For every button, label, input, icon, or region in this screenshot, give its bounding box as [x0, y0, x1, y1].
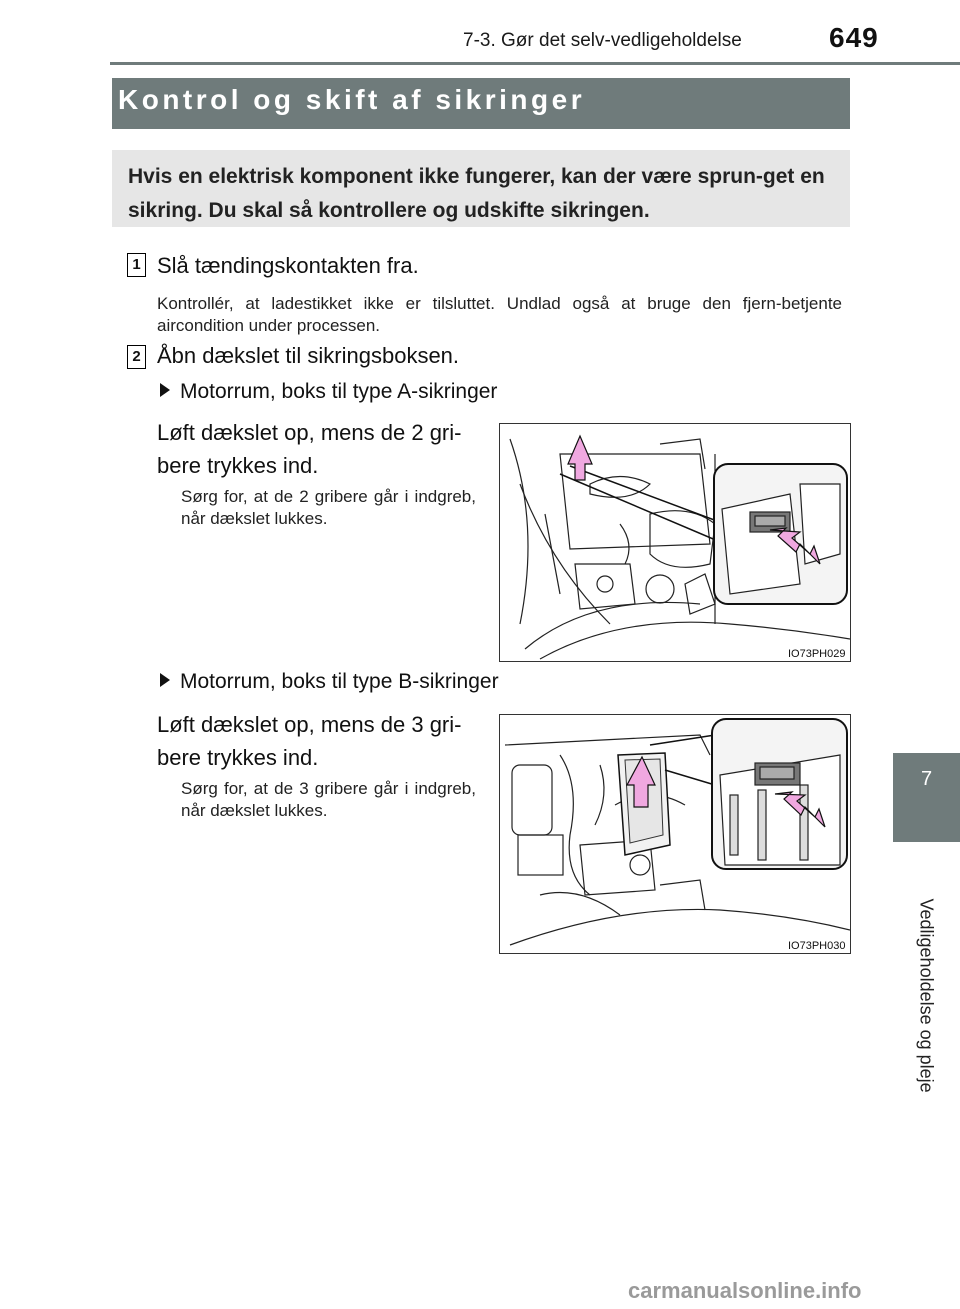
chapter-tab [893, 753, 960, 842]
subsection-a-note: Sørg for, at de 2 gribere går i indgreb, når dækslet lukkes. [181, 487, 476, 528]
page-title: Kontrol og skift af sikringer [118, 84, 586, 115]
page-number: 649 [829, 22, 879, 53]
chapter-number: 7 [920, 768, 933, 790]
step-2-title: Åbn dækslet til sikringsboksen. [157, 343, 460, 368]
intro-text: Hvis en elektrisk komponent ikke fungerer, kan der være sprun-get en sikring. Du skal så kontrollere og udskifte sikringen. [128, 165, 825, 222]
chapter-label: Vedligeholdelse og pleje [916, 898, 937, 1093]
subsection-b-heading [160, 670, 499, 694]
step-1-note: Kontrollér, at ladestikket ikke er tilsluttet. Undlad også at bruge den fjern-betjente aircondition under processen. [157, 294, 842, 335]
engine-illustration-a [500, 424, 850, 661]
bullet-triangle-icon [160, 383, 170, 397]
step-1-title: Slå tændingskontakten fra. [157, 253, 419, 278]
header-rule [110, 62, 960, 65]
step-number-1: 1 [127, 253, 146, 277]
subsection-b-instruction: Løft dækslet op, mens de 3 gri-bere trykkes ind. [157, 712, 462, 770]
figure-b-code: IO73PH030 [788, 940, 846, 952]
engine-illustration-b [500, 715, 850, 953]
figure-engine-fusebox-a [499, 423, 851, 662]
step-number-2: 2 [127, 345, 146, 369]
subsection-b-note: Sørg for, at de 3 gribere går i indgreb, når dækslet lukkes. [181, 779, 476, 820]
subsection-a-heading-text: Motorrum, boks til type A-sikringer [180, 380, 498, 403]
bullet-triangle-icon [160, 673, 170, 687]
subsection-a-heading [160, 380, 497, 404]
watermark: carmanualsonline.info [628, 1278, 862, 1303]
subsection-b-heading-text: Motorrum, boks til type B-sikringer [180, 670, 499, 693]
subsection-a-instruction: Løft dækslet op, mens de 2 gri-bere trykkes ind. [157, 420, 462, 478]
figure-a-code: IO73PH029 [788, 648, 846, 660]
section-breadcrumb: 7-3. Gør det selv-vedligeholdelse [463, 30, 742, 51]
figure-engine-fusebox-b [499, 714, 851, 954]
